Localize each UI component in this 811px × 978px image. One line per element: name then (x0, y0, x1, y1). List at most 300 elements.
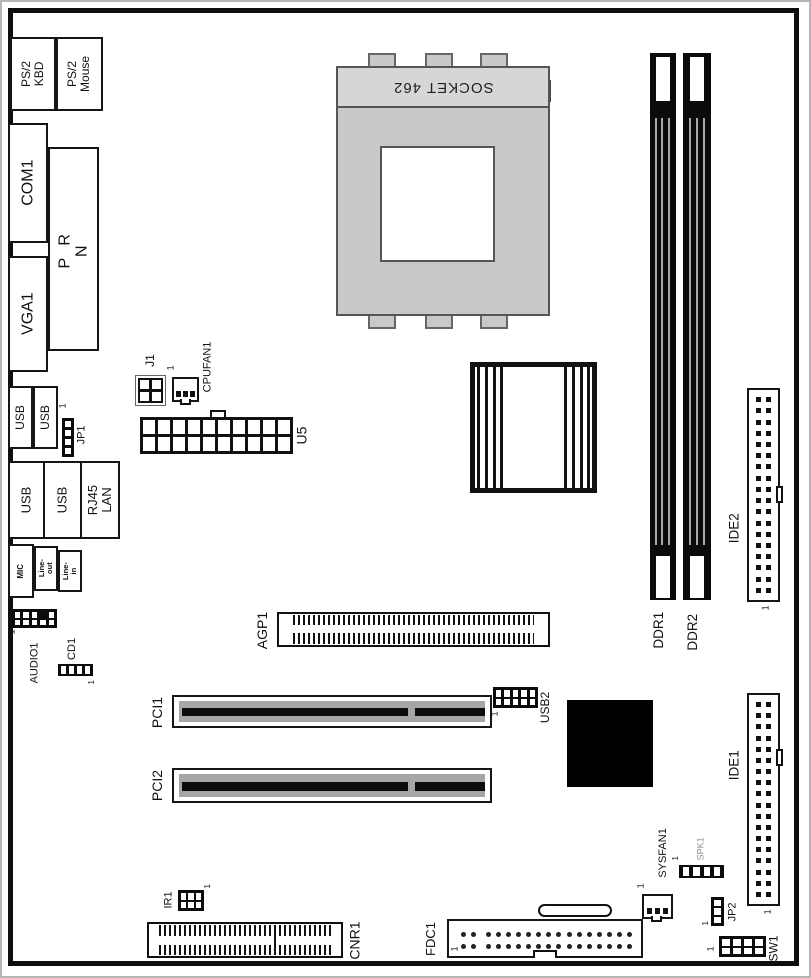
pin (587, 944, 592, 949)
pin (627, 944, 632, 949)
ddr2-text: DDR2 (684, 613, 700, 651)
pin (766, 713, 771, 718)
jp2-text: JP2 (726, 902, 739, 922)
pin (756, 702, 761, 707)
pin1-text: 1 (450, 946, 461, 952)
cnr1-channel (157, 936, 273, 945)
pin (248, 420, 260, 434)
pin (756, 814, 761, 819)
port-ps2-kbd (10, 37, 56, 111)
pin (587, 932, 592, 937)
port-usb-top-a (8, 386, 33, 449)
ir1-header (178, 890, 204, 911)
pin (617, 944, 622, 949)
ddr1-text: DDR1 (650, 611, 666, 649)
pin (218, 420, 230, 434)
pin (766, 453, 771, 458)
pin (23, 612, 28, 618)
pin (766, 431, 771, 436)
pin (49, 612, 54, 618)
pin (733, 939, 741, 946)
pin (188, 437, 200, 451)
audio1-header (12, 609, 57, 628)
pin (183, 391, 188, 397)
ddr2-slot (683, 53, 711, 600)
agp1-text: AGP1 (254, 612, 271, 650)
pin (756, 543, 761, 548)
pin1-text: 1 (700, 920, 710, 926)
pin (278, 437, 290, 451)
prn-text: P R N (56, 229, 91, 269)
pin (766, 442, 771, 447)
pin (577, 932, 582, 937)
pin (766, 554, 771, 559)
jp1-header (62, 418, 74, 457)
pin (203, 437, 215, 451)
pin (766, 747, 771, 752)
usb2-text: USB2 (538, 691, 553, 723)
pin (143, 420, 155, 434)
ddr2-contact (689, 118, 691, 545)
ddr1-notch (656, 57, 670, 101)
pin (693, 867, 699, 876)
pin (756, 892, 761, 897)
ir1-text: IR1 (163, 891, 176, 909)
pin (756, 791, 761, 796)
pin (85, 666, 90, 674)
ddr2-notch (690, 57, 704, 101)
pin (766, 736, 771, 741)
pin1-text: 1 (763, 909, 774, 915)
pin1-text: 1 (202, 883, 212, 889)
heatsink-fin (500, 367, 503, 488)
pin (756, 442, 761, 447)
pin (188, 420, 200, 434)
pin (766, 780, 771, 785)
pin (647, 908, 652, 914)
pin (181, 902, 186, 909)
pin (766, 758, 771, 763)
pci1-text: PCI1 (149, 697, 166, 729)
pin (607, 932, 612, 937)
cnr1-text: CNR1 (346, 921, 363, 961)
pin (556, 944, 561, 949)
port-line-out (34, 546, 58, 591)
pin (530, 690, 535, 697)
chipset-heatsink (470, 362, 597, 493)
pin (714, 917, 721, 923)
pin (617, 932, 622, 937)
pin (756, 397, 761, 402)
pci2-slot (172, 768, 492, 803)
pin (766, 397, 771, 402)
heatsink-fin (587, 367, 590, 488)
fdc1-text: FDC1 (422, 922, 438, 956)
pin (65, 439, 71, 445)
ide1-connector (747, 693, 780, 906)
pin1-text: 1 (761, 605, 772, 611)
port-prn (48, 147, 99, 351)
sw1-header (719, 936, 766, 957)
pin (471, 932, 476, 937)
heatsink-fin (572, 367, 575, 488)
atx-power-connector (140, 417, 293, 454)
pin (756, 498, 761, 503)
spk1-text: SPK1 (695, 837, 706, 861)
pin (766, 881, 771, 886)
cpufan1-text: CPUFAN1 (201, 341, 214, 393)
pin (15, 612, 20, 618)
pin (77, 666, 82, 674)
ddr1-contact (668, 118, 670, 545)
pin (567, 944, 572, 949)
jp1-text: JP1 (75, 425, 88, 445)
ide1-text: IDE1 (726, 749, 742, 780)
cpu-socket-hole (380, 146, 495, 262)
pin (756, 577, 761, 582)
spk1-header (679, 865, 724, 878)
pin (190, 391, 195, 397)
usb-text: USB (18, 486, 34, 514)
pin (461, 932, 466, 937)
pin (23, 620, 28, 626)
pin (577, 944, 582, 949)
pin (733, 948, 741, 955)
agp1-channel (291, 625, 536, 633)
pin (513, 690, 518, 697)
pin (756, 408, 761, 413)
pin (158, 437, 170, 451)
pin (15, 620, 20, 626)
pin (181, 893, 186, 900)
port-line-in (58, 550, 82, 592)
southbridge-chip (567, 700, 653, 787)
pin (756, 747, 761, 752)
line-out-text: Line-out (36, 559, 54, 578)
pin1-text: 1 (166, 365, 177, 371)
pin (756, 780, 761, 785)
pin1-text: 1 (490, 711, 501, 717)
pin (766, 464, 771, 469)
pci1-key (415, 708, 485, 716)
pin (766, 588, 771, 593)
pin (263, 437, 275, 451)
pin (766, 769, 771, 774)
pin (61, 666, 66, 674)
ddr1-slot (650, 53, 676, 600)
pin1-text: 1 (7, 629, 18, 635)
cnr1-slot (147, 922, 343, 958)
pin (176, 391, 181, 397)
pci1-slot (172, 695, 492, 728)
pin (526, 932, 531, 937)
pin (513, 699, 518, 706)
pin (188, 893, 193, 900)
heatsink-fin (477, 367, 480, 488)
pin (744, 939, 752, 946)
pin (766, 724, 771, 729)
line-in-text: Line-in (60, 562, 78, 580)
cpu-socket-name-band (338, 68, 548, 108)
pin (496, 699, 501, 706)
pin (196, 893, 201, 900)
port-com1 (8, 123, 48, 243)
pin (756, 420, 761, 425)
pin (546, 944, 551, 949)
pin (766, 577, 771, 582)
sysfan1-text: SYSFAN1 (657, 828, 670, 878)
pin (756, 453, 761, 458)
usb-text: USB (54, 486, 70, 514)
pin (714, 867, 720, 876)
pin (756, 736, 761, 741)
pin (496, 932, 501, 937)
port-usb-bottom-a (8, 461, 45, 539)
battery-holder (538, 904, 612, 917)
pin (766, 476, 771, 481)
pin (597, 932, 602, 937)
ddr1-contact (661, 118, 663, 545)
vga1-text: VGA1 (19, 292, 37, 336)
pci2-key (415, 782, 485, 791)
pin (663, 908, 668, 914)
pin (627, 932, 632, 937)
j1-connector (135, 375, 166, 406)
u5-text: U5 (293, 427, 310, 445)
pin (546, 932, 551, 937)
pin (766, 498, 771, 503)
pin (32, 620, 37, 626)
ddr1-contact (655, 118, 657, 545)
pin (461, 944, 466, 949)
pin (567, 932, 572, 937)
socket-462-text: SOCKET 462 (392, 78, 494, 96)
pin (486, 944, 491, 949)
pci1-key (182, 708, 408, 716)
pin (203, 420, 215, 434)
port-usb-bottom-b (43, 461, 82, 539)
pin (521, 699, 526, 706)
pin (152, 392, 161, 401)
sysfan1-notch (651, 916, 662, 922)
pin (756, 847, 761, 852)
pin (756, 588, 761, 593)
heatsink-fin (564, 367, 567, 488)
pin (65, 430, 71, 436)
cnr1-channel (277, 936, 333, 945)
pin (143, 437, 155, 451)
cd1-text: CD1 (66, 637, 79, 661)
ddr2-contact (703, 118, 705, 545)
pin (766, 791, 771, 796)
pin (766, 870, 771, 875)
pin (278, 420, 290, 434)
audio1-text: AUDIO1 (28, 642, 41, 684)
pin (766, 543, 771, 548)
pin (756, 431, 761, 436)
pin (756, 825, 761, 830)
j1-text: J1 (142, 353, 157, 367)
pin (263, 420, 275, 434)
port-mic (8, 544, 34, 598)
pin (516, 944, 521, 949)
cpufan1-notch (180, 399, 191, 405)
port-ps2-mouse (56, 37, 103, 111)
pin (65, 448, 71, 454)
pin1-text: 1 (670, 855, 680, 861)
pin (526, 944, 531, 949)
pin (158, 420, 170, 434)
pin (248, 437, 260, 451)
pin1-text: 1 (86, 679, 96, 685)
ddr1-notch (656, 556, 670, 598)
pin (471, 944, 476, 949)
agp1-slot (277, 612, 550, 647)
pin (756, 858, 761, 863)
pin (766, 509, 771, 514)
pin (766, 702, 771, 707)
pin (196, 902, 201, 909)
heatsink-fin (485, 367, 488, 488)
pin (486, 932, 491, 937)
pin (722, 948, 730, 955)
pin (714, 908, 721, 914)
pin (756, 758, 761, 763)
port-usb-top-b (33, 386, 58, 449)
pin (766, 803, 771, 808)
cpu-socket-tab (425, 314, 453, 329)
pin (756, 836, 761, 841)
heatsink-fin (493, 367, 496, 488)
pin (756, 532, 761, 537)
pin (756, 803, 761, 808)
pin (173, 420, 185, 434)
usb2-header (493, 687, 538, 708)
cd1-header (58, 664, 93, 676)
pin (766, 408, 771, 413)
pin (755, 948, 763, 955)
pin (704, 867, 710, 876)
pin (536, 944, 541, 949)
pin1-text: 1 (58, 403, 69, 409)
ps2-kbd-text: PS/2 KBD (19, 60, 46, 88)
pin (756, 476, 761, 481)
pin (756, 565, 761, 570)
ddr2-notch (690, 556, 704, 598)
pin (766, 836, 771, 841)
ddr2-contact (696, 118, 698, 545)
cpu-socket-tab (368, 314, 396, 329)
pin (496, 944, 501, 949)
pin (173, 437, 185, 451)
pin (714, 900, 721, 906)
pin (683, 867, 689, 876)
pin (218, 437, 230, 451)
pin (506, 932, 511, 937)
pin (188, 902, 193, 909)
pin (40, 620, 45, 626)
pin (516, 932, 521, 937)
pin (506, 944, 511, 949)
ps2-mouse-text: PS/2 Mouse (65, 55, 93, 93)
pin (756, 769, 761, 774)
pin (766, 825, 771, 830)
cpu-socket-tab (480, 314, 508, 329)
pin (530, 699, 535, 706)
pin (556, 932, 561, 937)
ide2-key-tab (776, 486, 783, 503)
pin (766, 814, 771, 819)
pin (756, 881, 761, 886)
pin (766, 487, 771, 492)
pin (756, 554, 761, 559)
pin (766, 858, 771, 863)
pin (766, 565, 771, 570)
pin (504, 690, 509, 697)
mic-text: MIC (15, 563, 25, 579)
pin (756, 487, 761, 492)
rj45-lan-text: RJ45 LAN (84, 484, 114, 516)
pin (32, 612, 37, 618)
fdc1-notch (533, 950, 557, 958)
pin (756, 521, 761, 526)
pin (766, 532, 771, 537)
pin (233, 437, 245, 451)
pin (140, 392, 149, 401)
pin (756, 713, 761, 718)
pin (49, 620, 54, 626)
pin (655, 908, 660, 914)
com1-text: COM1 (19, 159, 37, 207)
pin (597, 944, 602, 949)
pin (152, 380, 161, 389)
pci2-key (182, 782, 408, 791)
pin (233, 420, 245, 434)
pin (140, 380, 149, 389)
pin (496, 690, 501, 697)
port-vga1 (8, 256, 48, 372)
usb-text: USB (13, 405, 28, 430)
pin (756, 464, 761, 469)
port-rj45-lan (80, 461, 120, 539)
pin (521, 690, 526, 697)
pci2-text: PCI2 (149, 770, 166, 802)
pin (744, 948, 752, 955)
pin (766, 420, 771, 425)
pin (536, 932, 541, 937)
pin1-text: 1 (636, 883, 647, 889)
pin (504, 699, 509, 706)
sw1-text: SW1 (766, 934, 781, 961)
heatsink-fin (580, 367, 583, 488)
pin (766, 892, 771, 897)
jp2-header (711, 897, 724, 926)
ide1-key-tab (776, 749, 783, 766)
pin (766, 847, 771, 852)
pin (69, 666, 74, 674)
pin (755, 939, 763, 946)
pin (607, 944, 612, 949)
cpu-socket-body (336, 66, 550, 316)
pin (65, 421, 71, 427)
usb-text: USB (38, 405, 53, 430)
pin (756, 724, 761, 729)
pin (766, 521, 771, 526)
pin (722, 939, 730, 946)
pin (756, 870, 761, 875)
pin1-text: 1 (706, 946, 717, 952)
ide2-text: IDE2 (726, 512, 742, 543)
